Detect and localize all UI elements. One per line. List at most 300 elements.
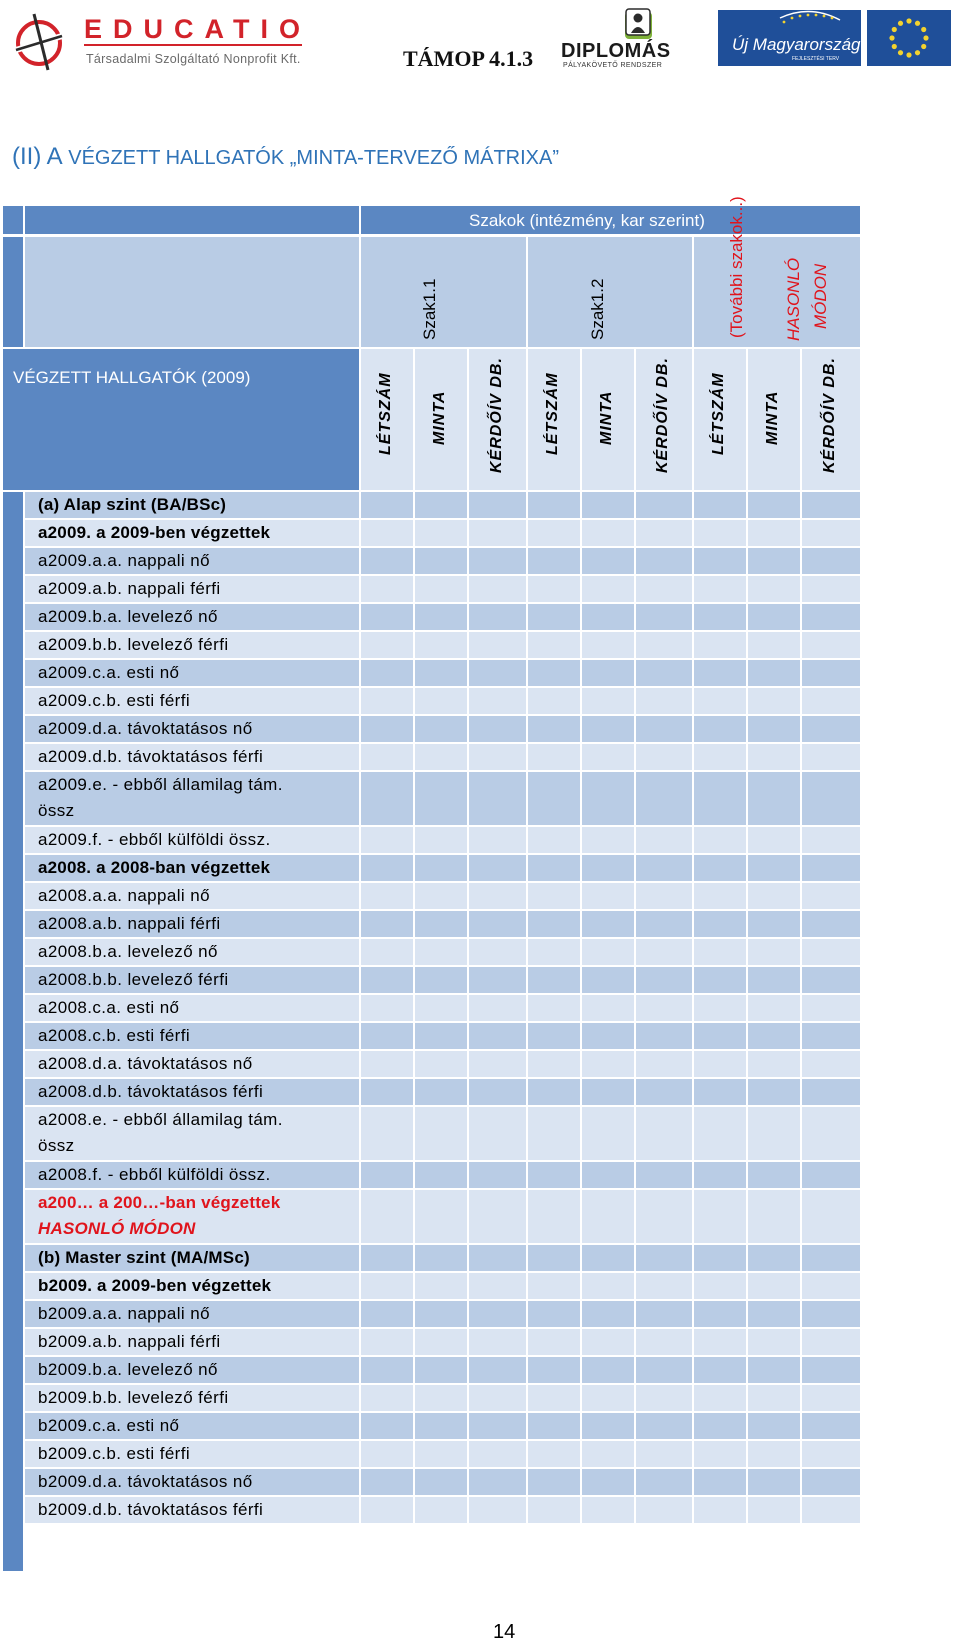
matrix-data-cell[interactable] [802, 1245, 860, 1271]
matrix-data-cell[interactable] [582, 995, 634, 1021]
matrix-data-cell[interactable] [528, 883, 580, 909]
matrix-data-cell[interactable] [694, 1301, 746, 1327]
matrix-data-cell[interactable] [636, 548, 692, 574]
matrix-data-cell[interactable] [469, 995, 526, 1021]
matrix-data-cell[interactable] [528, 1329, 580, 1355]
matrix-data-cell[interactable] [528, 939, 580, 965]
matrix-data-cell[interactable] [748, 716, 800, 742]
matrix-data-cell[interactable] [582, 1441, 634, 1467]
matrix-data-cell[interactable] [748, 660, 800, 686]
matrix-data-cell[interactable] [582, 883, 634, 909]
matrix-data-cell[interactable] [694, 855, 746, 881]
matrix-data-cell[interactable] [415, 576, 467, 602]
matrix-data-cell[interactable] [802, 1162, 860, 1188]
matrix-data-cell[interactable] [361, 548, 413, 574]
matrix-data-cell[interactable] [802, 604, 860, 630]
matrix-data-cell[interactable] [469, 967, 526, 993]
matrix-data-cell[interactable] [469, 548, 526, 574]
matrix-data-cell[interactable] [469, 1107, 526, 1160]
matrix-data-cell[interactable] [361, 1273, 413, 1299]
matrix-data-cell[interactable] [694, 604, 746, 630]
matrix-data-cell[interactable] [415, 1469, 467, 1495]
matrix-data-cell[interactable] [469, 1357, 526, 1383]
matrix-data-cell[interactable] [694, 883, 746, 909]
matrix-data-cell[interactable] [361, 744, 413, 770]
matrix-data-cell[interactable] [415, 1107, 467, 1160]
matrix-data-cell[interactable] [415, 883, 467, 909]
matrix-data-cell[interactable] [748, 576, 800, 602]
matrix-data-cell[interactable] [748, 548, 800, 574]
matrix-data-cell[interactable] [582, 1329, 634, 1355]
matrix-data-cell[interactable] [748, 1107, 800, 1160]
matrix-data-cell[interactable] [415, 1413, 467, 1439]
matrix-data-cell[interactable] [415, 772, 467, 825]
matrix-data-cell[interactable] [694, 1051, 746, 1077]
matrix-data-cell[interactable] [415, 548, 467, 574]
matrix-data-cell[interactable] [361, 1441, 413, 1467]
matrix-data-cell[interactable] [748, 1023, 800, 1049]
matrix-data-cell[interactable] [469, 1023, 526, 1049]
matrix-data-cell[interactable] [528, 1469, 580, 1495]
matrix-data-cell[interactable] [528, 492, 580, 518]
matrix-data-cell[interactable] [469, 1051, 526, 1077]
matrix-data-cell[interactable] [361, 604, 413, 630]
matrix-data-cell[interactable] [415, 1079, 467, 1105]
matrix-data-cell[interactable] [415, 939, 467, 965]
matrix-data-cell[interactable] [361, 632, 413, 658]
matrix-data-cell[interactable] [415, 1385, 467, 1411]
matrix-data-cell[interactable] [748, 1051, 800, 1077]
matrix-data-cell[interactable] [636, 883, 692, 909]
matrix-data-cell[interactable] [636, 1441, 692, 1467]
matrix-data-cell[interactable] [582, 1079, 634, 1105]
matrix-data-cell[interactable] [528, 520, 580, 546]
matrix-data-cell[interactable] [748, 1385, 800, 1411]
matrix-data-cell[interactable] [528, 660, 580, 686]
matrix-data-cell[interactable] [361, 939, 413, 965]
matrix-data-cell[interactable] [802, 576, 860, 602]
matrix-data-cell[interactable] [636, 1385, 692, 1411]
matrix-data-cell[interactable] [528, 911, 580, 937]
matrix-data-cell[interactable] [415, 1329, 467, 1355]
matrix-data-cell[interactable] [582, 772, 634, 825]
matrix-data-cell[interactable] [361, 1079, 413, 1105]
matrix-data-cell[interactable] [528, 1497, 580, 1523]
matrix-data-cell[interactable] [528, 1190, 580, 1243]
matrix-data-cell[interactable] [528, 632, 580, 658]
matrix-data-cell[interactable] [748, 967, 800, 993]
matrix-data-cell[interactable] [582, 576, 634, 602]
matrix-data-cell[interactable] [582, 548, 634, 574]
matrix-data-cell[interactable] [528, 1162, 580, 1188]
matrix-data-cell[interactable] [469, 688, 526, 714]
matrix-data-cell[interactable] [469, 1301, 526, 1327]
matrix-data-cell[interactable] [469, 1273, 526, 1299]
matrix-data-cell[interactable] [694, 1497, 746, 1523]
matrix-data-cell[interactable] [361, 1469, 413, 1495]
matrix-data-cell[interactable] [694, 967, 746, 993]
matrix-data-cell[interactable] [802, 883, 860, 909]
matrix-data-cell[interactable] [528, 1107, 580, 1160]
matrix-data-cell[interactable] [469, 1497, 526, 1523]
matrix-data-cell[interactable] [802, 1051, 860, 1077]
matrix-data-cell[interactable] [528, 688, 580, 714]
matrix-data-cell[interactable] [415, 604, 467, 630]
matrix-data-cell[interactable] [415, 995, 467, 1021]
matrix-data-cell[interactable] [802, 492, 860, 518]
matrix-data-cell[interactable] [694, 492, 746, 518]
matrix-data-cell[interactable] [582, 660, 634, 686]
matrix-data-cell[interactable] [802, 688, 860, 714]
matrix-data-cell[interactable] [636, 772, 692, 825]
matrix-data-cell[interactable] [528, 604, 580, 630]
matrix-data-cell[interactable] [528, 995, 580, 1021]
matrix-data-cell[interactable] [361, 995, 413, 1021]
matrix-data-cell[interactable] [415, 1245, 467, 1271]
matrix-data-cell[interactable] [636, 855, 692, 881]
matrix-data-cell[interactable] [582, 632, 634, 658]
matrix-data-cell[interactable] [636, 1301, 692, 1327]
matrix-data-cell[interactable] [748, 1441, 800, 1467]
matrix-data-cell[interactable] [694, 688, 746, 714]
matrix-data-cell[interactable] [748, 939, 800, 965]
matrix-data-cell[interactable] [636, 995, 692, 1021]
matrix-data-cell[interactable] [748, 632, 800, 658]
matrix-data-cell[interactable] [636, 492, 692, 518]
matrix-data-cell[interactable] [802, 1273, 860, 1299]
matrix-data-cell[interactable] [415, 1441, 467, 1467]
matrix-data-cell[interactable] [636, 520, 692, 546]
matrix-data-cell[interactable] [636, 911, 692, 937]
matrix-data-cell[interactable] [361, 967, 413, 993]
matrix-data-cell[interactable] [582, 1385, 634, 1411]
matrix-data-cell[interactable] [361, 1162, 413, 1188]
matrix-data-cell[interactable] [582, 1051, 634, 1077]
matrix-data-cell[interactable] [802, 1190, 860, 1243]
matrix-data-cell[interactable] [636, 827, 692, 853]
matrix-data-cell[interactable] [582, 1301, 634, 1327]
matrix-data-cell[interactable] [361, 855, 413, 881]
matrix-data-cell[interactable] [636, 1497, 692, 1523]
matrix-data-cell[interactable] [802, 632, 860, 658]
matrix-data-cell[interactable] [582, 1413, 634, 1439]
matrix-data-cell[interactable] [748, 604, 800, 630]
matrix-data-cell[interactable] [802, 939, 860, 965]
matrix-data-cell[interactable] [361, 1051, 413, 1077]
matrix-data-cell[interactable] [748, 1301, 800, 1327]
matrix-data-cell[interactable] [802, 995, 860, 1021]
matrix-data-cell[interactable] [469, 939, 526, 965]
matrix-data-cell[interactable] [361, 1190, 413, 1243]
matrix-data-cell[interactable] [528, 772, 580, 825]
matrix-data-cell[interactable] [694, 1329, 746, 1355]
matrix-data-cell[interactable] [415, 967, 467, 993]
matrix-data-cell[interactable] [802, 716, 860, 742]
matrix-data-cell[interactable] [802, 1497, 860, 1523]
matrix-data-cell[interactable] [748, 995, 800, 1021]
matrix-data-cell[interactable] [748, 492, 800, 518]
matrix-data-cell[interactable] [528, 1023, 580, 1049]
matrix-data-cell[interactable] [469, 1079, 526, 1105]
matrix-data-cell[interactable] [469, 744, 526, 770]
matrix-data-cell[interactable] [802, 548, 860, 574]
matrix-data-cell[interactable] [415, 1273, 467, 1299]
matrix-data-cell[interactable] [636, 1079, 692, 1105]
matrix-data-cell[interactable] [582, 1245, 634, 1271]
matrix-data-cell[interactable] [528, 967, 580, 993]
matrix-data-cell[interactable] [415, 632, 467, 658]
matrix-data-cell[interactable] [582, 492, 634, 518]
matrix-data-cell[interactable] [802, 1469, 860, 1495]
matrix-data-cell[interactable] [802, 1357, 860, 1383]
matrix-data-cell[interactable] [694, 1245, 746, 1271]
matrix-data-cell[interactable] [748, 1329, 800, 1355]
matrix-data-cell[interactable] [748, 520, 800, 546]
matrix-data-cell[interactable] [528, 1245, 580, 1271]
matrix-data-cell[interactable] [694, 1357, 746, 1383]
matrix-data-cell[interactable] [636, 1023, 692, 1049]
matrix-data-cell[interactable] [636, 576, 692, 602]
matrix-data-cell[interactable] [582, 939, 634, 965]
matrix-data-cell[interactable] [694, 1441, 746, 1467]
matrix-data-cell[interactable] [748, 1497, 800, 1523]
matrix-data-cell[interactable] [636, 660, 692, 686]
matrix-data-cell[interactable] [415, 911, 467, 937]
matrix-data-cell[interactable] [582, 1497, 634, 1523]
matrix-data-cell[interactable] [694, 772, 746, 825]
matrix-data-cell[interactable] [361, 1497, 413, 1523]
matrix-data-cell[interactable] [361, 911, 413, 937]
matrix-data-cell[interactable] [469, 1385, 526, 1411]
matrix-data-cell[interactable] [361, 827, 413, 853]
matrix-data-cell[interactable] [582, 1469, 634, 1495]
matrix-data-cell[interactable] [469, 492, 526, 518]
matrix-data-cell[interactable] [582, 604, 634, 630]
matrix-data-cell[interactable] [748, 1079, 800, 1105]
matrix-data-cell[interactable] [415, 1357, 467, 1383]
matrix-data-cell[interactable] [361, 883, 413, 909]
matrix-data-cell[interactable] [802, 911, 860, 937]
matrix-data-cell[interactable] [802, 967, 860, 993]
matrix-data-cell[interactable] [636, 1162, 692, 1188]
matrix-data-cell[interactable] [528, 716, 580, 742]
matrix-data-cell[interactable] [528, 1079, 580, 1105]
matrix-data-cell[interactable] [636, 939, 692, 965]
matrix-data-cell[interactable] [469, 520, 526, 546]
matrix-data-cell[interactable] [469, 1441, 526, 1467]
matrix-data-cell[interactable] [582, 1273, 634, 1299]
matrix-data-cell[interactable] [415, 1301, 467, 1327]
matrix-data-cell[interactable] [469, 772, 526, 825]
matrix-data-cell[interactable] [636, 1107, 692, 1160]
matrix-data-cell[interactable] [415, 716, 467, 742]
matrix-data-cell[interactable] [415, 688, 467, 714]
matrix-data-cell[interactable] [582, 1190, 634, 1243]
matrix-data-cell[interactable] [361, 1107, 413, 1160]
matrix-data-cell[interactable] [802, 1079, 860, 1105]
matrix-data-cell[interactable] [748, 1469, 800, 1495]
matrix-data-cell[interactable] [748, 1162, 800, 1188]
matrix-data-cell[interactable] [528, 1273, 580, 1299]
matrix-data-cell[interactable] [528, 1051, 580, 1077]
matrix-data-cell[interactable] [636, 744, 692, 770]
matrix-data-cell[interactable] [802, 772, 860, 825]
matrix-data-cell[interactable] [636, 967, 692, 993]
matrix-data-cell[interactable] [469, 1469, 526, 1495]
matrix-data-cell[interactable] [528, 827, 580, 853]
matrix-data-cell[interactable] [694, 1107, 746, 1160]
matrix-data-cell[interactable] [636, 1051, 692, 1077]
matrix-data-cell[interactable] [802, 1107, 860, 1160]
matrix-data-cell[interactable] [469, 632, 526, 658]
matrix-data-cell[interactable] [361, 576, 413, 602]
matrix-data-cell[interactable] [528, 1441, 580, 1467]
matrix-data-cell[interactable] [582, 744, 634, 770]
matrix-data-cell[interactable] [748, 883, 800, 909]
matrix-data-cell[interactable] [415, 660, 467, 686]
matrix-data-cell[interactable] [582, 688, 634, 714]
matrix-data-cell[interactable] [361, 660, 413, 686]
matrix-data-cell[interactable] [694, 548, 746, 574]
matrix-data-cell[interactable] [748, 772, 800, 825]
matrix-data-cell[interactable] [469, 855, 526, 881]
matrix-data-cell[interactable] [582, 827, 634, 853]
matrix-data-cell[interactable] [694, 1079, 746, 1105]
matrix-data-cell[interactable] [528, 1357, 580, 1383]
matrix-data-cell[interactable] [748, 688, 800, 714]
matrix-data-cell[interactable] [636, 688, 692, 714]
matrix-data-cell[interactable] [582, 967, 634, 993]
matrix-data-cell[interactable] [802, 1023, 860, 1049]
matrix-data-cell[interactable] [528, 1413, 580, 1439]
matrix-data-cell[interactable] [694, 1413, 746, 1439]
matrix-data-cell[interactable] [802, 1441, 860, 1467]
matrix-data-cell[interactable] [582, 1162, 634, 1188]
matrix-data-cell[interactable] [748, 1273, 800, 1299]
matrix-data-cell[interactable] [415, 1023, 467, 1049]
matrix-data-cell[interactable] [415, 1162, 467, 1188]
matrix-data-cell[interactable] [415, 827, 467, 853]
matrix-data-cell[interactable] [748, 1245, 800, 1271]
matrix-data-cell[interactable] [748, 1413, 800, 1439]
matrix-data-cell[interactable] [694, 827, 746, 853]
matrix-data-cell[interactable] [415, 492, 467, 518]
matrix-data-cell[interactable] [802, 660, 860, 686]
matrix-data-cell[interactable] [582, 716, 634, 742]
matrix-data-cell[interactable] [361, 772, 413, 825]
matrix-data-cell[interactable] [694, 939, 746, 965]
matrix-data-cell[interactable] [361, 1385, 413, 1411]
matrix-data-cell[interactable] [469, 1245, 526, 1271]
matrix-data-cell[interactable] [528, 1301, 580, 1327]
matrix-data-cell[interactable] [694, 576, 746, 602]
matrix-data-cell[interactable] [361, 520, 413, 546]
matrix-data-cell[interactable] [361, 688, 413, 714]
matrix-data-cell[interactable] [802, 1329, 860, 1355]
matrix-data-cell[interactable] [582, 1107, 634, 1160]
matrix-data-cell[interactable] [636, 1413, 692, 1439]
matrix-data-cell[interactable] [361, 1301, 413, 1327]
matrix-data-cell[interactable] [469, 1329, 526, 1355]
matrix-data-cell[interactable] [469, 1162, 526, 1188]
matrix-data-cell[interactable] [636, 1190, 692, 1243]
matrix-data-cell[interactable] [748, 911, 800, 937]
matrix-data-cell[interactable] [694, 520, 746, 546]
matrix-data-cell[interactable] [528, 1385, 580, 1411]
matrix-data-cell[interactable] [469, 604, 526, 630]
matrix-data-cell[interactable] [469, 1190, 526, 1243]
matrix-data-cell[interactable] [361, 492, 413, 518]
matrix-data-cell[interactable] [361, 1413, 413, 1439]
matrix-data-cell[interactable] [528, 744, 580, 770]
matrix-data-cell[interactable] [802, 827, 860, 853]
matrix-data-cell[interactable] [694, 660, 746, 686]
matrix-data-cell[interactable] [636, 1357, 692, 1383]
matrix-data-cell[interactable] [748, 827, 800, 853]
matrix-data-cell[interactable] [694, 1023, 746, 1049]
matrix-data-cell[interactable] [636, 1469, 692, 1495]
matrix-data-cell[interactable] [415, 744, 467, 770]
matrix-data-cell[interactable] [582, 855, 634, 881]
matrix-data-cell[interactable] [469, 1413, 526, 1439]
matrix-data-cell[interactable] [415, 855, 467, 881]
matrix-data-cell[interactable] [748, 1190, 800, 1243]
matrix-data-cell[interactable] [694, 995, 746, 1021]
matrix-data-cell[interactable] [694, 744, 746, 770]
matrix-data-cell[interactable] [802, 855, 860, 881]
matrix-data-cell[interactable] [748, 855, 800, 881]
matrix-data-cell[interactable] [582, 1357, 634, 1383]
matrix-data-cell[interactable] [802, 1413, 860, 1439]
matrix-data-cell[interactable] [415, 1051, 467, 1077]
matrix-data-cell[interactable] [694, 632, 746, 658]
matrix-data-cell[interactable] [528, 576, 580, 602]
matrix-data-cell[interactable] [802, 1385, 860, 1411]
matrix-data-cell[interactable] [469, 883, 526, 909]
matrix-data-cell[interactable] [582, 520, 634, 546]
matrix-data-cell[interactable] [415, 1190, 467, 1243]
matrix-data-cell[interactable] [469, 911, 526, 937]
matrix-data-cell[interactable] [636, 632, 692, 658]
matrix-data-cell[interactable] [694, 1273, 746, 1299]
matrix-data-cell[interactable] [469, 827, 526, 853]
matrix-data-cell[interactable] [802, 744, 860, 770]
matrix-data-cell[interactable] [694, 1385, 746, 1411]
matrix-data-cell[interactable] [748, 744, 800, 770]
matrix-data-cell[interactable] [469, 716, 526, 742]
matrix-data-cell[interactable] [694, 1162, 746, 1188]
matrix-data-cell[interactable] [528, 855, 580, 881]
matrix-data-cell[interactable] [694, 1190, 746, 1243]
matrix-data-cell[interactable] [636, 1273, 692, 1299]
matrix-data-cell[interactable] [361, 1357, 413, 1383]
matrix-data-cell[interactable] [361, 716, 413, 742]
matrix-data-cell[interactable] [694, 1469, 746, 1495]
matrix-data-cell[interactable] [636, 1245, 692, 1271]
matrix-data-cell[interactable] [582, 911, 634, 937]
matrix-data-cell[interactable] [582, 1023, 634, 1049]
matrix-data-cell[interactable] [694, 911, 746, 937]
matrix-data-cell[interactable] [361, 1023, 413, 1049]
matrix-data-cell[interactable] [361, 1245, 413, 1271]
matrix-data-cell[interactable] [415, 520, 467, 546]
matrix-data-cell[interactable] [802, 520, 860, 546]
matrix-data-cell[interactable] [748, 1357, 800, 1383]
matrix-data-cell[interactable] [361, 1329, 413, 1355]
matrix-data-cell[interactable] [636, 716, 692, 742]
matrix-data-cell[interactable] [802, 1301, 860, 1327]
matrix-data-cell[interactable] [469, 576, 526, 602]
